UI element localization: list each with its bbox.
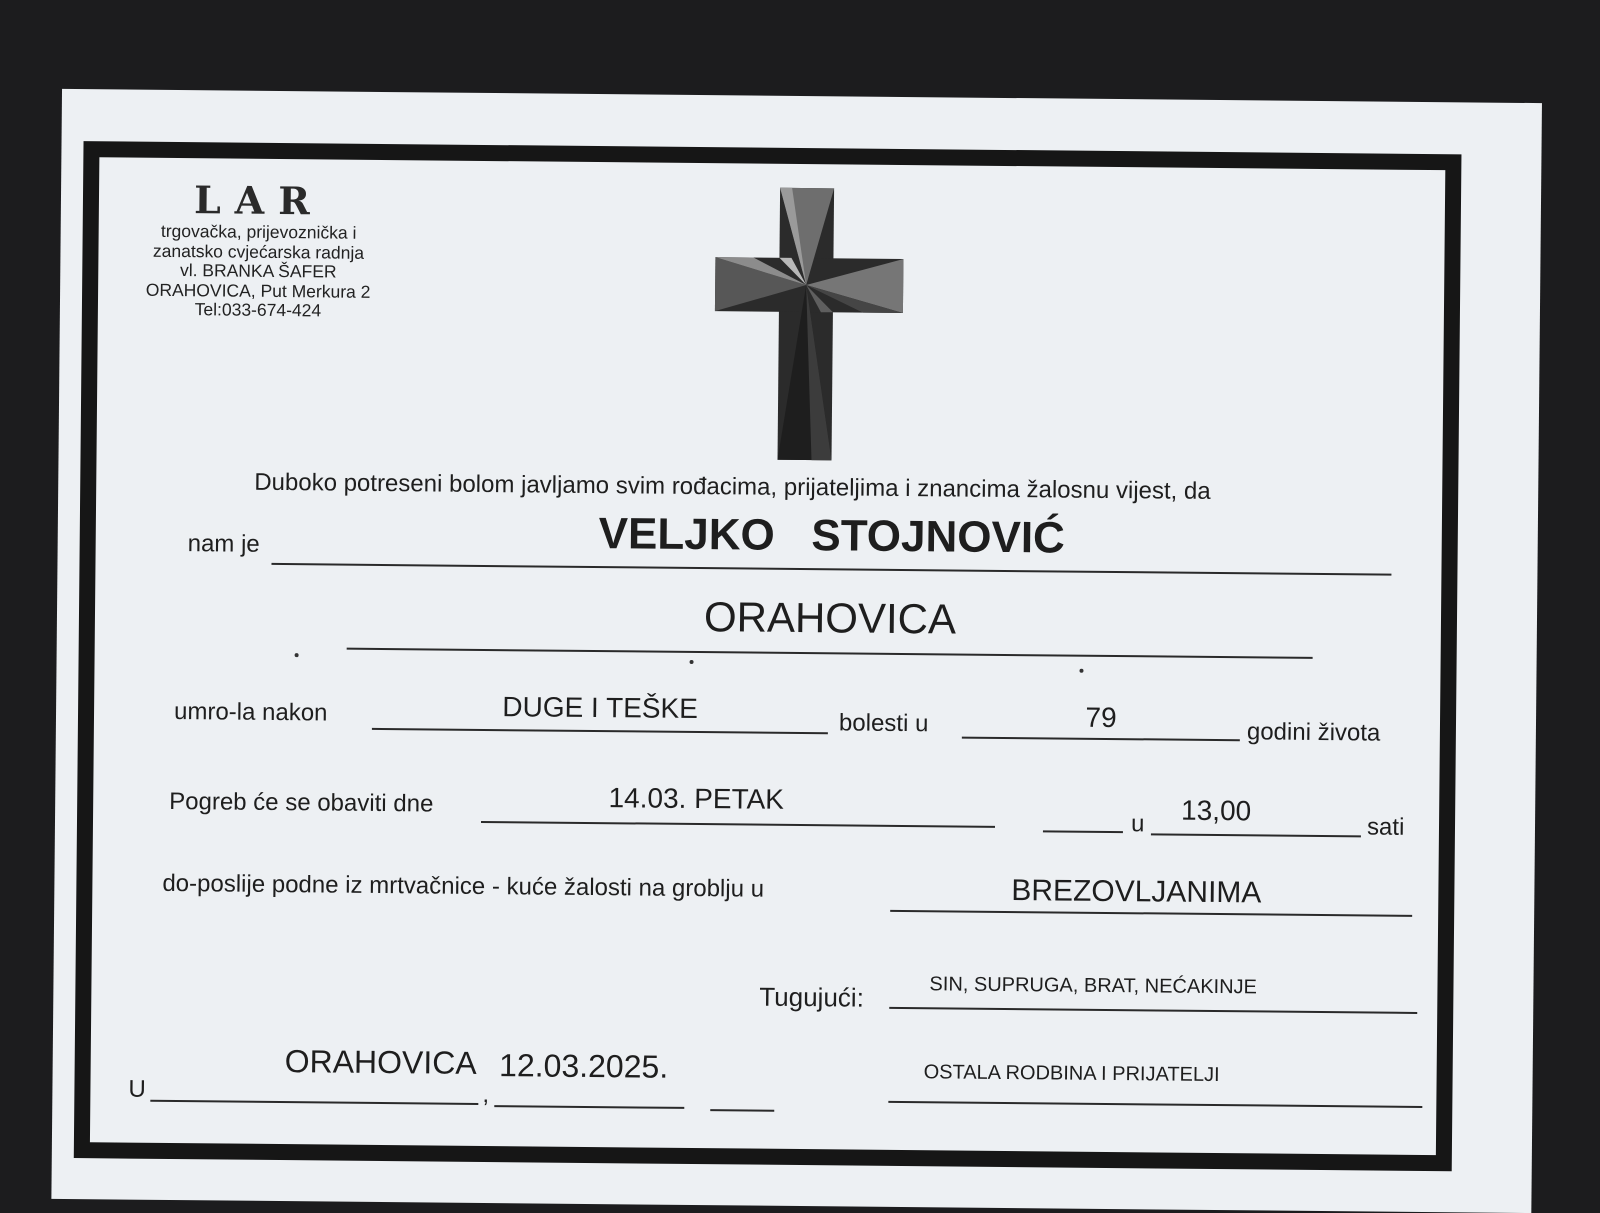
company-line-1: trgovačka, prijevoznička i bbox=[160, 220, 357, 243]
footer-place: ORAHOVICA bbox=[284, 1043, 477, 1081]
mourners-other-fill-line bbox=[888, 1101, 1422, 1108]
black-border-frame bbox=[74, 141, 1462, 1171]
age-value: 79 bbox=[1085, 701, 1117, 734]
place-name: ORAHOVICA bbox=[703, 593, 957, 643]
name-label: nam je bbox=[187, 530, 260, 558]
place-sentence: do-poslije podne iz mrtvačnice - kuće žalosti na groblju u bbox=[162, 869, 765, 903]
company-owner: vl. BRANKA ŠAFER bbox=[179, 260, 337, 282]
cemetery-value: BREZOVLJANIMA bbox=[1011, 874, 1262, 910]
illness-suffix: bolesti u bbox=[838, 709, 929, 738]
footer-blank-line bbox=[710, 1109, 774, 1112]
blank-fill-line bbox=[1043, 830, 1123, 833]
funeral-time: 13,00 bbox=[1180, 794, 1252, 827]
intro-text: Duboko potreseni bolom javljamo svim rođacima, prijateljima i znancima žalosnu vijest, da bbox=[254, 468, 1211, 505]
mourners-label: Tugujući: bbox=[759, 981, 865, 1013]
company-address: ORAHOVICA, Put Merkura 2 bbox=[145, 279, 371, 302]
company-header bbox=[98, 179, 419, 322]
dot-marker bbox=[295, 653, 299, 657]
illness-fill-line bbox=[372, 728, 828, 734]
footer-date-fill-line bbox=[494, 1105, 684, 1109]
footer-prefix: U bbox=[128, 1075, 146, 1103]
dot-marker bbox=[1079, 669, 1083, 673]
company-phone: Tel:033-674-424 bbox=[194, 299, 322, 321]
time-fill-line bbox=[1151, 833, 1361, 837]
time-suffix: sati bbox=[1366, 813, 1405, 841]
notice-paper bbox=[51, 89, 1542, 1213]
footer-date: 12.03.2025. bbox=[498, 1047, 669, 1085]
mourners-fill-line bbox=[889, 1007, 1417, 1014]
company-line-2: zanatsko cvjećarska radnja bbox=[152, 240, 365, 263]
company-logo: LAR bbox=[193, 177, 325, 224]
cross-icon bbox=[711, 185, 906, 465]
funeral-label: Pogreb će se obaviti dne bbox=[169, 787, 434, 818]
footer-comma: , bbox=[482, 1080, 490, 1109]
mourners-value: SIN, SUPRUGA, BRAT, NEĆAKINJE bbox=[929, 973, 1258, 999]
illness-value: DUGE I TEŠKE bbox=[502, 691, 699, 725]
funeral-date-fill-line bbox=[481, 821, 995, 828]
place-fill-line bbox=[347, 648, 1313, 659]
died-label: umro-la nakon bbox=[173, 698, 328, 727]
deceased-name: VELJKO STOJNOVIĆ bbox=[598, 509, 1066, 563]
time-prefix: u bbox=[1130, 810, 1145, 838]
age-suffix: godini života bbox=[1246, 718, 1381, 747]
footer-place-fill-line bbox=[150, 1100, 478, 1105]
dot-marker bbox=[690, 660, 694, 664]
funeral-date: 14.03. PETAK bbox=[608, 782, 785, 815]
age-fill-line bbox=[962, 737, 1240, 742]
mourners-other: OSTALA RODBINA I PRIJATELJI bbox=[923, 1061, 1220, 1087]
